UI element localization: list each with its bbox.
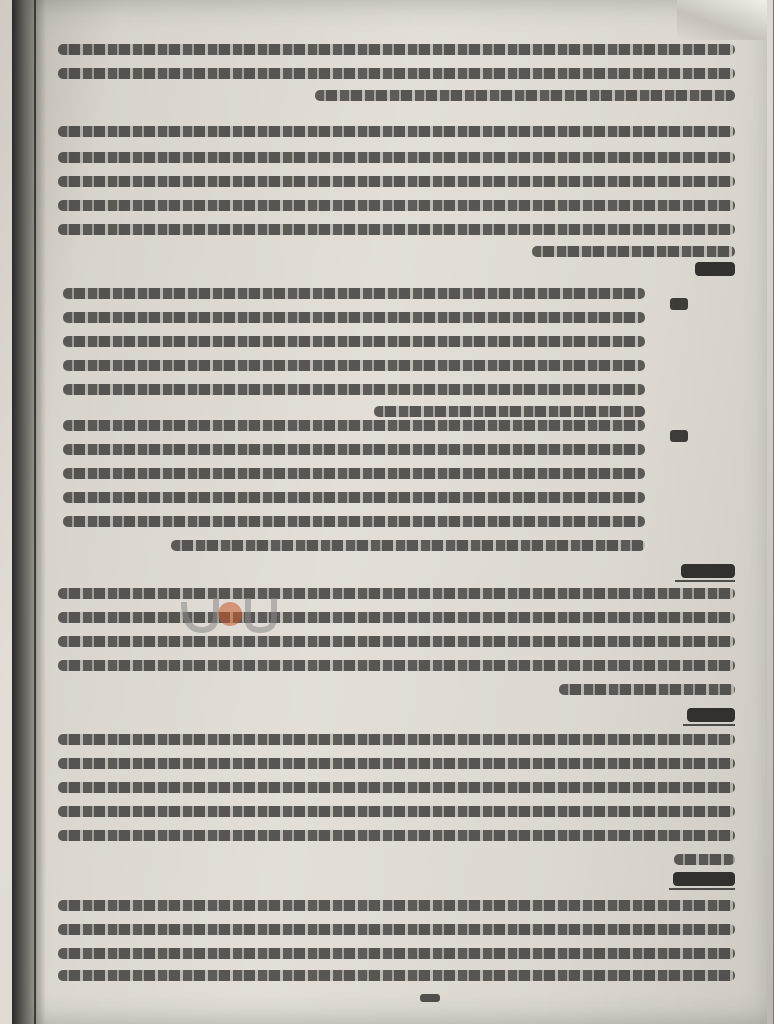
section-two-item-1-text xyxy=(58,288,59,289)
section-five xyxy=(58,872,735,982)
item-6-paragraph xyxy=(58,126,735,256)
intro-paragraph xyxy=(58,44,735,114)
section-three-heading xyxy=(58,564,59,565)
section-four xyxy=(58,708,735,868)
left-margin-line xyxy=(34,0,36,1024)
page-number xyxy=(420,994,440,1002)
section-two-item-1-number xyxy=(58,288,59,289)
page-corner-fold xyxy=(677,0,767,40)
site-logo-icon xyxy=(180,590,280,636)
section-five-heading xyxy=(58,872,59,873)
section-four-heading xyxy=(58,708,59,709)
section-two-item-1 xyxy=(58,288,735,418)
section-two-heading xyxy=(58,262,735,282)
section-two-item-2-text xyxy=(58,420,59,421)
document-page xyxy=(12,0,767,1024)
section-two-item-2 xyxy=(58,420,735,550)
section-five-text xyxy=(58,872,59,873)
page-number-text xyxy=(420,994,421,995)
section-four-text xyxy=(58,708,59,709)
section-two-heading-text xyxy=(58,262,59,263)
section-three xyxy=(58,564,735,694)
section-two-item-2-number xyxy=(58,420,59,421)
page-edge-shadow xyxy=(12,0,46,1024)
section-three-text xyxy=(58,564,59,565)
